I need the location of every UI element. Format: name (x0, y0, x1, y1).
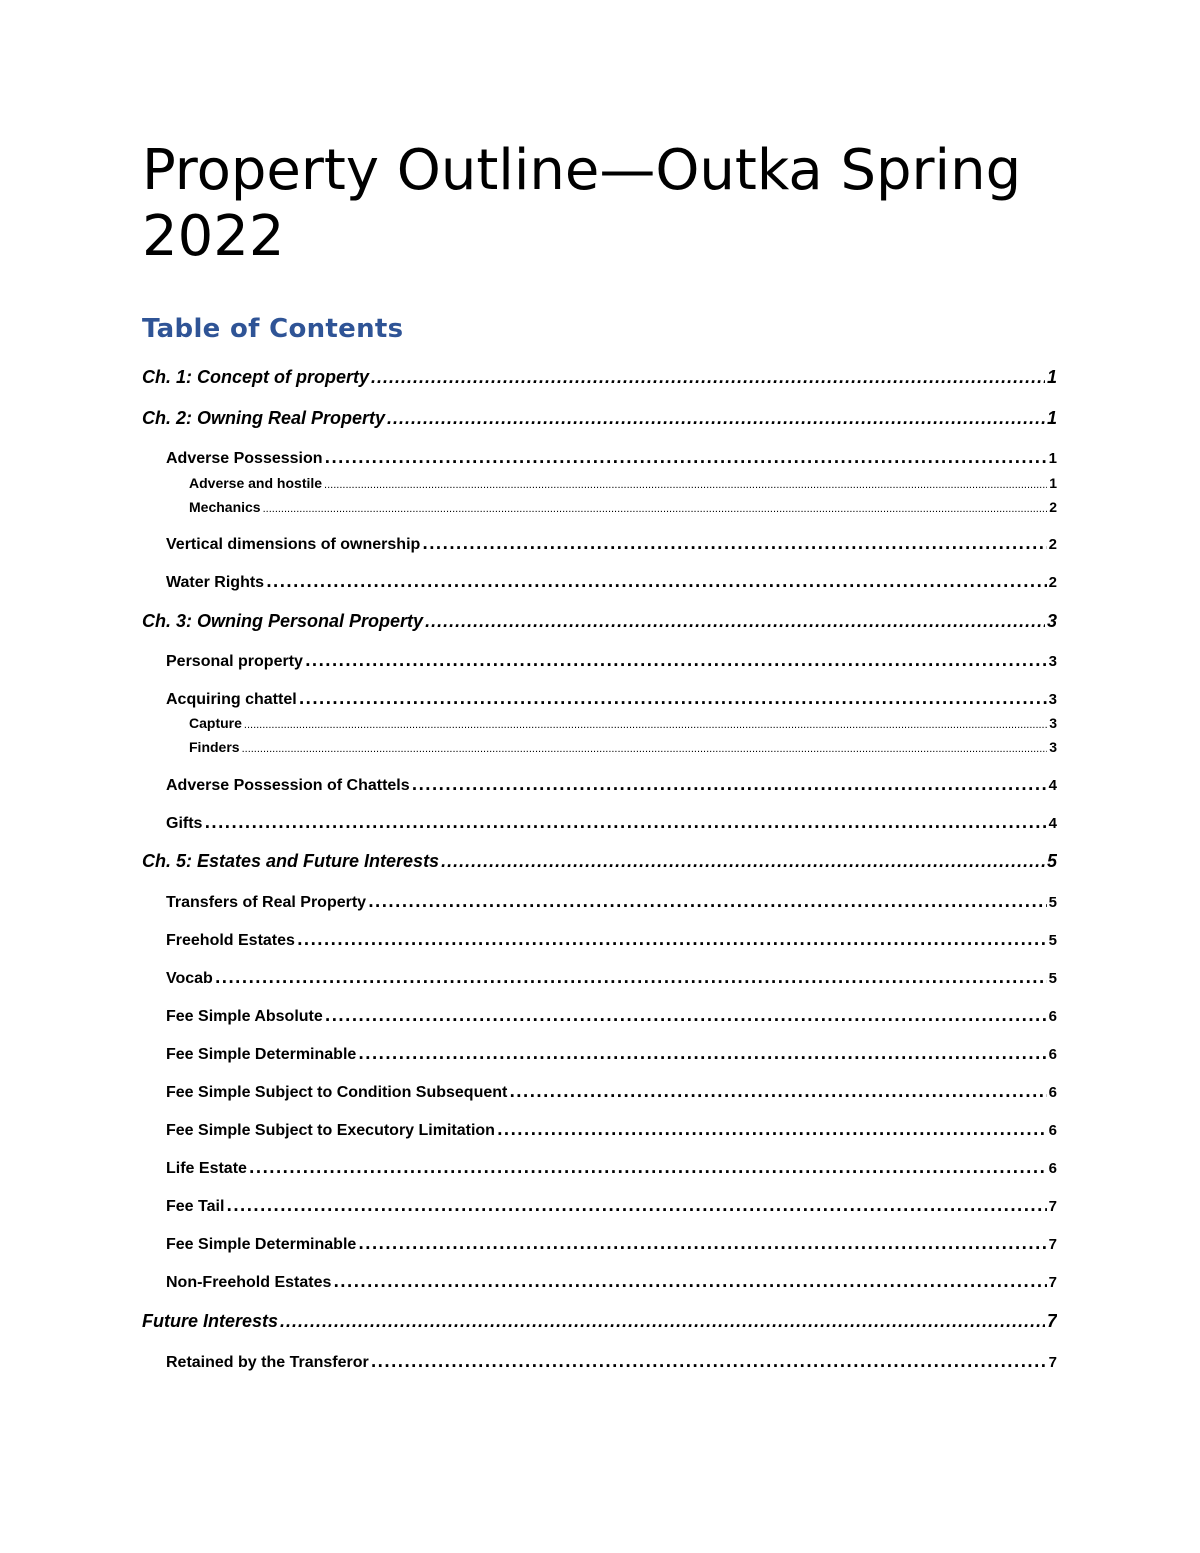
dot-leader (371, 367, 1045, 388)
dot-leader (242, 743, 1048, 755)
toc-entry-freehold-estates[interactable] (166, 931, 1057, 953)
dot-leader (204, 814, 1046, 832)
toc-entry-page: 7 (1048, 1274, 1057, 1291)
toc-entry-ch5[interactable] (142, 851, 1057, 875)
toc-entry-page: 6 (1048, 1122, 1057, 1139)
toc-entry-page: 5 (1046, 851, 1057, 871)
toc-entry-fee-simple-executory-limitation[interactable] (166, 1121, 1057, 1143)
toc-entry-fee-simple-determinable[interactable] (166, 1045, 1057, 1067)
toc-entry-page: 1 (1049, 475, 1057, 491)
toc-entry-fee-simple-absolute[interactable] (166, 1007, 1057, 1029)
toc-entry-vertical-dimensions[interactable] (166, 535, 1057, 557)
toc-entry-retained-by-transferor[interactable] (166, 1353, 1057, 1375)
toc-entry-page: 6 (1048, 1084, 1057, 1101)
toc-entry-label: Fee Tail (166, 1198, 225, 1215)
dot-leader (297, 931, 1047, 949)
dot-leader (325, 1007, 1047, 1025)
toc-entry-label: Fee Simple Subject to Condition Subsequent (166, 1084, 508, 1101)
toc-entry-page: 6 (1048, 1046, 1057, 1063)
toc-entry-page: 1 (1048, 450, 1057, 467)
dot-leader (368, 893, 1047, 911)
toc-entry-future-interests[interactable] (142, 1311, 1057, 1335)
toc-entry-label: Future Interests (142, 1311, 279, 1331)
toc-entry-non-freehold-estates[interactable] (166, 1273, 1057, 1295)
toc-entry-page: 3 (1048, 653, 1057, 670)
toc-entry-label: Capture (189, 715, 242, 731)
dot-leader (441, 851, 1045, 872)
toc-entry-label: Ch. 1: Concept of property (142, 367, 370, 387)
toc-entry-page: 7 (1048, 1354, 1057, 1371)
toc-entry-ch3[interactable] (142, 611, 1057, 635)
dot-leader (325, 449, 1047, 467)
toc-entry-fee-tail[interactable] (166, 1197, 1057, 1219)
toc-entry-adverse-and-hostile[interactable] (189, 475, 1057, 495)
toc-entry-label: Transfers of Real Property (166, 894, 367, 911)
dot-leader (263, 503, 1048, 515)
dot-leader (333, 1273, 1046, 1291)
dot-leader (305, 652, 1047, 670)
dot-leader (371, 1353, 1047, 1371)
toc-entry-gifts[interactable] (166, 814, 1057, 836)
toc-entry-label: Life Estate (166, 1160, 247, 1177)
dot-leader (249, 1159, 1047, 1177)
dot-leader (299, 690, 1047, 708)
toc-entry-page: 1 (1046, 367, 1057, 387)
toc-entry-label: Non-Freehold Estates (166, 1274, 332, 1291)
toc-entry-fee-simple-condition-subsequent[interactable] (166, 1083, 1057, 1105)
toc-entry-page: 3 (1046, 611, 1057, 631)
toc-entry-acquiring-chattel[interactable] (166, 690, 1057, 712)
toc-entry-label: Vocab (166, 970, 213, 987)
toc-entry-page: 2 (1049, 499, 1057, 515)
toc-entry-label: Personal property (166, 653, 303, 670)
dot-leader (509, 1083, 1046, 1101)
toc-entry-life-estate[interactable] (166, 1159, 1057, 1181)
dot-leader (412, 776, 1047, 794)
toc-entry-adverse-possession[interactable] (166, 449, 1057, 471)
toc-entry-label: Adverse and hostile (189, 475, 323, 491)
toc-entry-label: Adverse Possession (166, 450, 323, 467)
dot-leader (324, 479, 1047, 491)
toc-entry-page: 2 (1048, 574, 1057, 591)
dot-leader (215, 969, 1047, 987)
toc-entry-page: 2 (1048, 536, 1057, 553)
toc-entry-page: 5 (1048, 894, 1057, 911)
dot-leader (387, 408, 1045, 429)
toc-entry-personal-property[interactable] (166, 652, 1057, 674)
dot-leader (422, 535, 1046, 553)
dot-leader (280, 1311, 1045, 1332)
toc-entry-label: Ch. 2: Owning Real Property (142, 408, 386, 428)
toc-entry-page: 7 (1046, 1311, 1057, 1331)
toc-entry-ch1[interactable] (142, 367, 1057, 391)
toc-entry-label: Fee Simple Determinable (166, 1236, 357, 1253)
toc-entry-label: Ch. 3: Owning Personal Property (142, 611, 424, 631)
document-title: Property Outline—Outka Spring 2022 (142, 138, 1022, 269)
dot-leader (425, 611, 1045, 632)
toc-entry-label: Fee Simple Subject to Executory Limitation (166, 1122, 495, 1139)
toc-entry-label: Ch. 5: Estates and Future Interests (142, 851, 440, 871)
toc-entry-page: 6 (1048, 1008, 1057, 1025)
toc-entry-fee-simple-determinable-2[interactable] (166, 1235, 1057, 1257)
toc-entry-page: 4 (1048, 777, 1057, 794)
dot-leader (226, 1197, 1046, 1215)
toc-entry-label: Retained by the Transferor (166, 1354, 369, 1371)
toc-entry-label: Water Rights (166, 574, 265, 591)
toc-entry-page: 3 (1049, 739, 1057, 755)
toc-entry-page: 5 (1048, 932, 1057, 949)
toc-entry-label: Vertical dimensions of ownership (166, 536, 421, 553)
dot-leader (266, 573, 1047, 591)
dot-leader (358, 1235, 1046, 1253)
dot-leader (244, 719, 1047, 731)
toc-entry-capture[interactable] (189, 715, 1057, 735)
dot-leader (497, 1121, 1047, 1139)
toc-entry-water-rights[interactable] (166, 573, 1057, 595)
toc-heading: Table of Contents (142, 314, 404, 344)
toc-entry-label: Finders (189, 739, 240, 755)
toc-entry-ch2[interactable] (142, 408, 1057, 432)
toc-entry-label: Mechanics (189, 499, 261, 515)
toc-entry-page: 7 (1048, 1236, 1057, 1253)
toc-entry-label: Fee Simple Determinable (166, 1046, 357, 1063)
toc-entry-finders[interactable] (189, 739, 1057, 759)
toc-entry-label: Acquiring chattel (166, 691, 297, 708)
toc-entry-page: 5 (1048, 970, 1057, 987)
toc-entry-adverse-possession-chattels[interactable] (166, 776, 1057, 798)
toc-entry-page: 4 (1048, 815, 1057, 832)
toc-entry-vocab[interactable] (166, 969, 1057, 991)
toc-entry-page: 3 (1048, 691, 1057, 708)
toc-entry-page: 3 (1049, 715, 1057, 731)
toc-entry-label: Gifts (166, 815, 203, 832)
toc-entry-label: Fee Simple Absolute (166, 1008, 323, 1025)
toc-entry-label: Adverse Possession of Chattels (166, 777, 410, 794)
toc-entry-page: 7 (1048, 1198, 1057, 1215)
toc-entry-mechanics[interactable] (189, 499, 1057, 519)
toc-entry-transfers-real-property[interactable] (166, 893, 1057, 915)
toc-entry-label: Freehold Estates (166, 932, 295, 949)
dot-leader (358, 1045, 1046, 1063)
toc-entry-page: 6 (1048, 1160, 1057, 1177)
toc-entry-page: 1 (1046, 408, 1057, 428)
